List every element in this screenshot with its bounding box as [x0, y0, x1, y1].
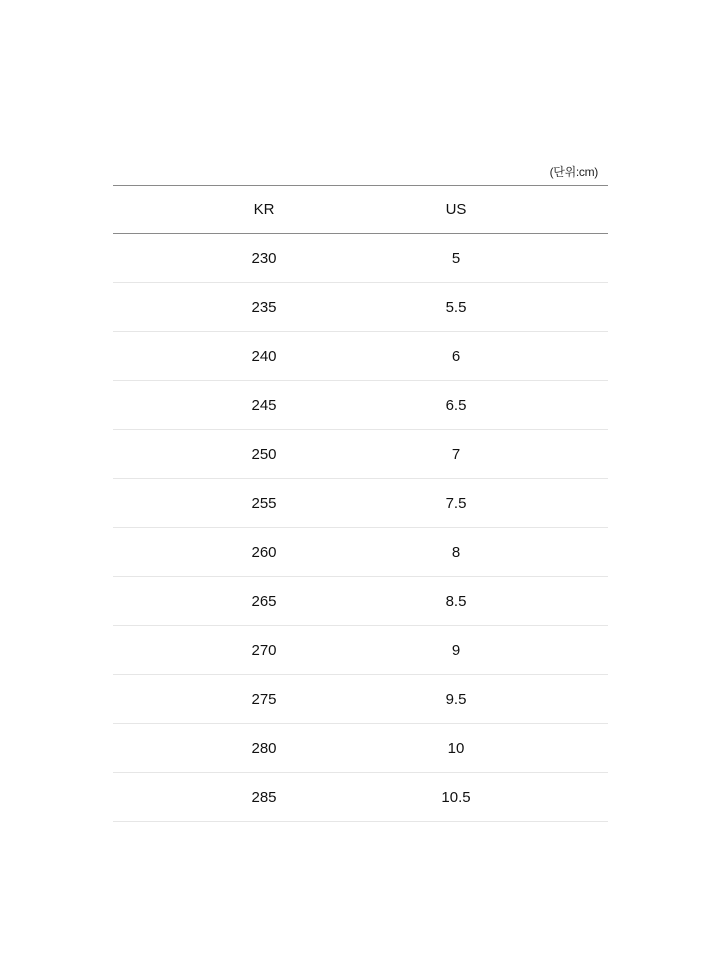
table-row — [113, 773, 608, 822]
us-size-cell: 9.5 — [445, 690, 467, 708]
table-row — [113, 577, 608, 626]
table-row — [113, 479, 608, 528]
kr-size-cell: 235 — [251, 298, 277, 316]
table-row — [113, 724, 608, 773]
kr-size-cell: 275 — [251, 690, 277, 708]
us-size-cell: 7 — [451, 445, 461, 463]
table-row — [113, 528, 608, 577]
size-conversion-table — [113, 185, 608, 822]
kr-size-cell: 265 — [251, 592, 277, 610]
table-header — [113, 185, 608, 234]
column-header-us: US — [445, 201, 467, 218]
table-row — [113, 430, 608, 479]
us-size-cell: 9 — [451, 641, 461, 659]
us-size-cell: 5.5 — [445, 298, 467, 316]
kr-size-cell: 240 — [251, 347, 277, 365]
us-size-cell: 8.5 — [445, 592, 467, 610]
kr-size-cell: 255 — [251, 494, 277, 512]
table-row — [113, 675, 608, 724]
kr-size-cell: 260 — [251, 543, 277, 561]
table-row — [113, 381, 608, 430]
table-row — [113, 332, 608, 381]
us-size-cell: 10.5 — [441, 788, 471, 806]
kr-size-cell: 250 — [251, 445, 277, 463]
unit-note: (단위:cm) — [549, 165, 598, 179]
us-size-cell: 6.5 — [445, 396, 467, 414]
table-row — [113, 234, 608, 283]
us-size-cell: 8 — [451, 543, 461, 561]
us-size-cell: 10 — [447, 739, 465, 757]
kr-size-cell: 270 — [251, 641, 277, 659]
us-size-cell: 5 — [451, 249, 461, 267]
kr-size-cell: 245 — [251, 396, 277, 414]
us-size-cell: 6 — [451, 347, 461, 365]
column-header-kr: KR — [253, 201, 275, 218]
table-body — [113, 234, 608, 822]
us-size-cell: 7.5 — [445, 494, 467, 512]
kr-size-cell: 280 — [251, 739, 277, 757]
table-row — [113, 626, 608, 675]
kr-size-cell: 230 — [251, 249, 277, 267]
kr-size-cell: 285 — [251, 788, 277, 806]
table-row — [113, 283, 608, 332]
